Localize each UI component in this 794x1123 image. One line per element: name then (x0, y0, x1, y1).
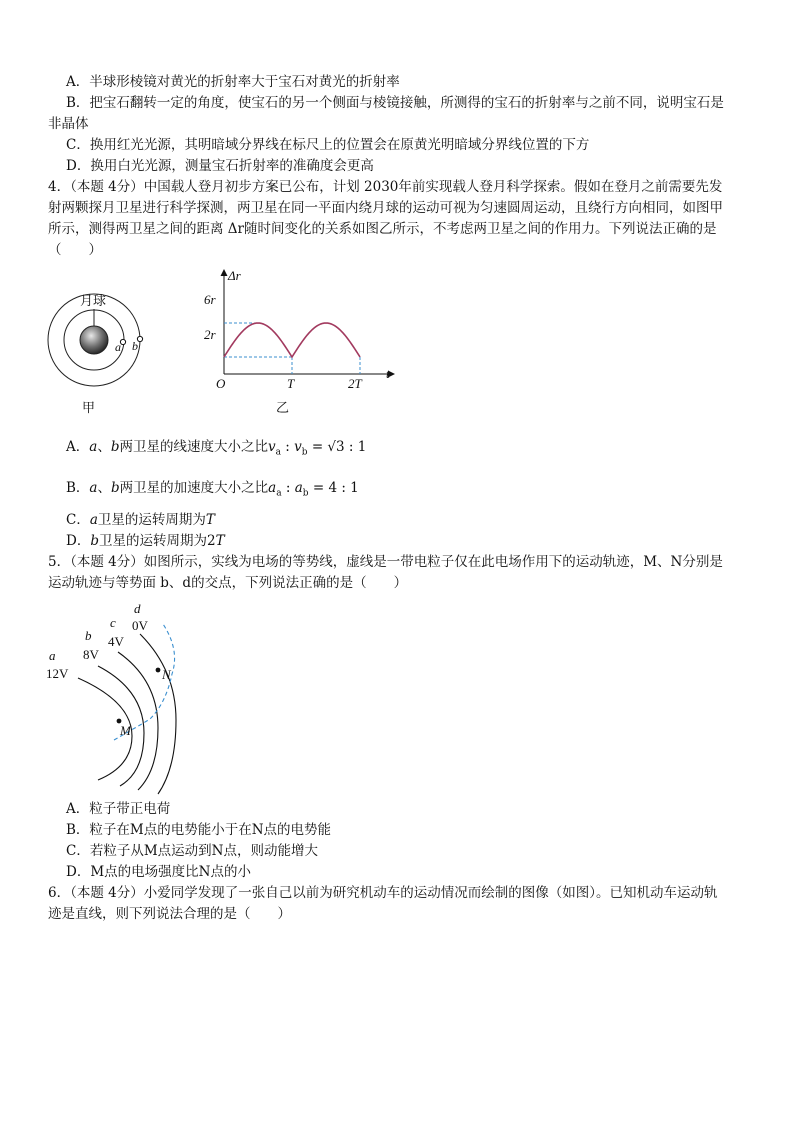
point-m-label: M (120, 723, 131, 738)
q4-option-b: B．a、b两卫星的加速度大小之比$a_a$ : $a_b = 4$ : 1 (66, 480, 359, 499)
q3-option-b-line2: 非晶体 (48, 116, 89, 132)
figure-jia-caption: 甲 (82, 400, 96, 415)
moon-label: 月球 (80, 293, 107, 308)
potential-b: 8V (83, 647, 99, 662)
delta-r-curve (224, 323, 360, 357)
y-tick-2r: 2r (204, 327, 216, 342)
label-b: b (85, 628, 92, 643)
q4-option-d: D．b卫星的运转周期为2T (66, 533, 225, 549)
q5-stem-line2: 运动轨迹与等势面 b、d的交点，下列说法正确的是（ ） (48, 575, 408, 591)
point-n (156, 668, 161, 673)
potential-d: 0V (132, 618, 148, 633)
y-tick-6r: 6r (204, 292, 216, 307)
q6-stem-line1: 6．（本题 4分）小爱同学发现了一张自己以前为研究机动车的运动情况而绘制的图像（如图）。已知机动车运动轨 (48, 885, 718, 901)
q3-option-a: A．半球形棱镜对黄光的折射率大于宝石对黄光的折射率 (66, 74, 400, 90)
x-tick-2T: 2T (348, 376, 362, 391)
q5-option-b: B．粒子在M点的电势能小于在N点的电势能 (66, 822, 332, 838)
q5-option-a: A．粒子带正电荷 (66, 801, 171, 817)
equipotential-c (118, 652, 158, 790)
point-n-label: N (162, 667, 171, 682)
satellite-a (120, 339, 125, 344)
potential-c: 4V (108, 634, 124, 649)
q4-option-a: A．a、b两卫星的线速度大小之比$v_a$ : $v_b = √3$ : 1 (66, 439, 367, 458)
label-a: a (49, 648, 56, 663)
q5-option-c: C．若粒子从M点运动到N点，则动能增大 (66, 843, 318, 859)
y-axis-arrow (221, 269, 228, 276)
q4-stem-line1: 4．（本题 4分）中国载人登月初步方案已公布，计划 2030年前实现载人登月科学探索。假如在登月之前需要先发 (48, 179, 723, 195)
figure-yi-caption: 乙 (276, 400, 290, 415)
origin-label: O (216, 376, 226, 391)
q5-stem-line1: 5．（本题 4分）如图所示，实线为电场的等势线，虚线是一带电粒子仅在此电场作用下的运动轨迹，M、N分别是 (48, 554, 723, 570)
q3-option-b-line1: B．把宝石翻转一定的角度，使宝石的另一个侧面与棱镜接触，所测得的宝石的折射率与之前不同，说明宝石是 (66, 95, 724, 111)
q5-option-d: D．M点的电场强度比N点的小 (66, 864, 251, 880)
satellite-a-label: a (115, 340, 121, 354)
satellite-b (137, 336, 142, 341)
y-axis-label: Δr (228, 268, 241, 283)
q4-stem-line4: （ ） (48, 242, 102, 258)
label-c: c (110, 615, 116, 630)
delta-r-chart (196, 264, 400, 424)
q4-stem-line2: 射两颗探月卫星进行科学探测，两卫星在同一平面内绕月球的运动可视为匀速圆周运动，且绕行方向相同，如图甲 (48, 200, 723, 216)
x-axis-label: t (386, 366, 390, 381)
q3-option-d: D．换用白光光源，测量宝石折射率的准确度会更高 (66, 158, 374, 174)
potential-a: 12V (46, 666, 69, 681)
moon (80, 326, 108, 354)
orbit-figure (44, 280, 154, 420)
q4-stem-line3: 所示，测得两卫星之间的距离 Δr随时间变化的关系如图乙所示，不考虑两卫星之间的作用力。下列说法正确的是 (48, 221, 717, 237)
q6-stem-line2: 迹是直线，则下列说法合理的是（ ） (48, 906, 291, 922)
satellite-b-label: b (132, 339, 138, 353)
q3-option-c: C．换用红光光源，其明暗域分界线在标尺上的位置会在原黄光明暗域分界线位置的下方 (66, 137, 590, 153)
label-d: d (134, 601, 141, 616)
equipotential-figure (40, 598, 190, 798)
q4-option-c: C．a卫星的运转周期为T (66, 512, 215, 528)
equipotential-d (140, 634, 176, 794)
x-tick-T: T (287, 376, 295, 391)
guide-lines (224, 323, 360, 374)
